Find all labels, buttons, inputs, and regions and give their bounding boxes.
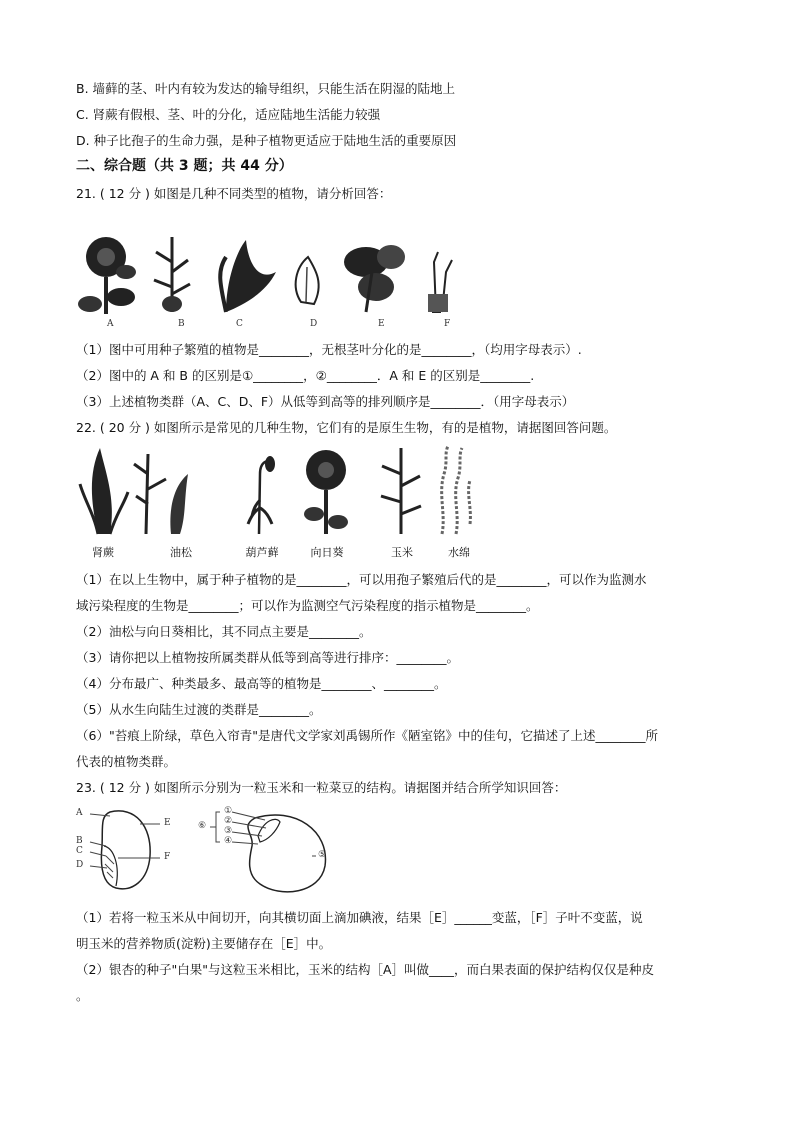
option-b: B. 墙藓的茎、叶内有较为发达的输导组织，只能生活在阴湿的陆地上 xyxy=(76,81,456,96)
q22-sub5: （5）从水生向陆生过渡的类群是________。 xyxy=(76,702,322,717)
q22-sub3: （3）请你把以上植物按所属类群从低等到高等进行排序：________。 xyxy=(76,650,459,665)
bean-label-2: ② xyxy=(224,816,233,826)
q22-sub2: （2）油松与向日葵相比，其不同点主要是________。 xyxy=(76,624,372,639)
section-title: 二、综合题（共 3 题；共 44 分） xyxy=(76,158,293,174)
q23-stem: 23. ( 12 分 ) 如图所示分别为一粒玉米和一粒菜豆的结构。请据图并结合所学知识回答： xyxy=(76,780,567,795)
q21-label-a: A xyxy=(107,319,114,329)
q21-plant-figure xyxy=(76,232,476,332)
corn-seed-diagram-icon xyxy=(90,811,160,889)
q23-sub2b: 。 xyxy=(76,988,89,1003)
organism-sunflower-icon xyxy=(304,450,348,534)
option-c: C. 肾蕨有假根、茎、叶的分化，适应陆地生活能力较强 xyxy=(76,107,381,122)
corn-label-b: B xyxy=(76,836,83,846)
q21-sub3: （3）上述植物类群（A、C、D、F）从低等到高等的排列顺序是________．（用字母表示） xyxy=(76,394,575,409)
q22-label-sunflower: 向日葵 xyxy=(310,546,344,559)
q23-seed-figure xyxy=(76,806,340,896)
q22-sub6b: 代表的植物类群。 xyxy=(76,754,177,769)
organism-moss-icon xyxy=(248,456,275,534)
q21-sub1: （1）图中可用种子繁殖的植物是________，无根茎叶分化的是________，（均用字母表示）. xyxy=(76,342,582,357)
plant-e-icon xyxy=(344,245,405,312)
organism-fern-icon xyxy=(80,448,128,534)
organism-corn-icon xyxy=(381,448,421,534)
corn-label-f: F xyxy=(164,852,171,862)
q22-label-spirogyra: 水绵 xyxy=(448,546,470,559)
q23-sub2a: （2）银杏的种子"白果"与这粒玉米相比，玉米的结构［A］叫做____，而白果表面的保护结构仅仅是种皮 xyxy=(76,962,655,977)
q23-sub1b: 明玉米的营养物质(淀粉)主要储存在［E］中。 xyxy=(76,936,332,951)
q22-sub1a: （1）在以上生物中，属于种子植物的是________，可以用孢子繁殖后代的是________，可以作为监测水 xyxy=(76,572,647,587)
bean-label-4: ④ xyxy=(224,836,233,846)
q22-label-pine: 油松 xyxy=(170,546,192,559)
q22-sub1b: 域污染程度的生物是________；可以作为监测空气污染程度的指示植物是________。 xyxy=(76,598,539,613)
bean-label-1: ① xyxy=(224,806,233,816)
option-d: D. 种子比孢子的生命力强，是种子植物更适应于陆地生活的重要原因 xyxy=(76,133,457,148)
q22-label-moss: 葫芦藓 xyxy=(245,546,279,559)
organism-spirogyra-icon xyxy=(442,446,471,534)
q21-label-e: E xyxy=(378,319,385,329)
q23-sub1a: （1）若将一粒玉米从中间切开，向其横切面上滴加碘液，结果［E］______变蓝，［F］子叶不变蓝，说 xyxy=(76,910,643,925)
plant-c-fern-icon xyxy=(220,240,276,312)
q21-label-b: B xyxy=(178,319,185,329)
bean-label-6: ⑥ xyxy=(198,821,207,831)
corn-label-d: D xyxy=(76,860,84,870)
q22-organism-figure xyxy=(76,444,506,566)
q21-label-c: C xyxy=(236,319,243,329)
q21-label-d: D xyxy=(310,319,318,329)
q22-label-corn: 玉米 xyxy=(391,546,413,559)
q21-sub2: （2）图中的 A 和 B 的区别是①________，②________．A 和 E 的区别是________. xyxy=(76,368,535,383)
corn-label-c: C xyxy=(76,846,83,856)
q22-stem: 22. ( 20 分 ) 如图所示是常见的几种生物，它们有的是原生生物，有的是植物，请据图回答问题。 xyxy=(76,420,617,435)
q23-seed-drawings xyxy=(80,806,340,896)
bean-label-3: ③ xyxy=(224,826,233,836)
bean-label-5: ⑤ xyxy=(318,850,327,860)
q22-label-fern: 肾蕨 xyxy=(92,546,114,559)
plant-a-sunflower-icon xyxy=(78,237,136,314)
q22-sub6a: （6）"苔痕上阶绿，草色入帘青"是唐代文学家刘禹锡所作《陋室铭》中的佳句，它描述了上述________所 xyxy=(76,728,658,743)
plant-b-corn-icon xyxy=(154,237,190,312)
plant-d-icon xyxy=(296,257,319,304)
organism-pine-icon xyxy=(134,454,188,534)
q21-stem: 21. ( 12 分 ) 如图是几种不同类型的植物，请分析回答： xyxy=(76,186,392,201)
q21-plant-drawings xyxy=(76,232,476,332)
q22-sub4: （4）分布最广、种类最多、最高等的植物是________、________。 xyxy=(76,676,447,691)
q22-organism-drawings xyxy=(76,444,506,539)
corn-label-a: A xyxy=(76,808,83,818)
corn-label-e: E xyxy=(164,818,171,828)
q21-label-f: F xyxy=(444,319,451,329)
plant-f-icon xyxy=(428,252,452,312)
